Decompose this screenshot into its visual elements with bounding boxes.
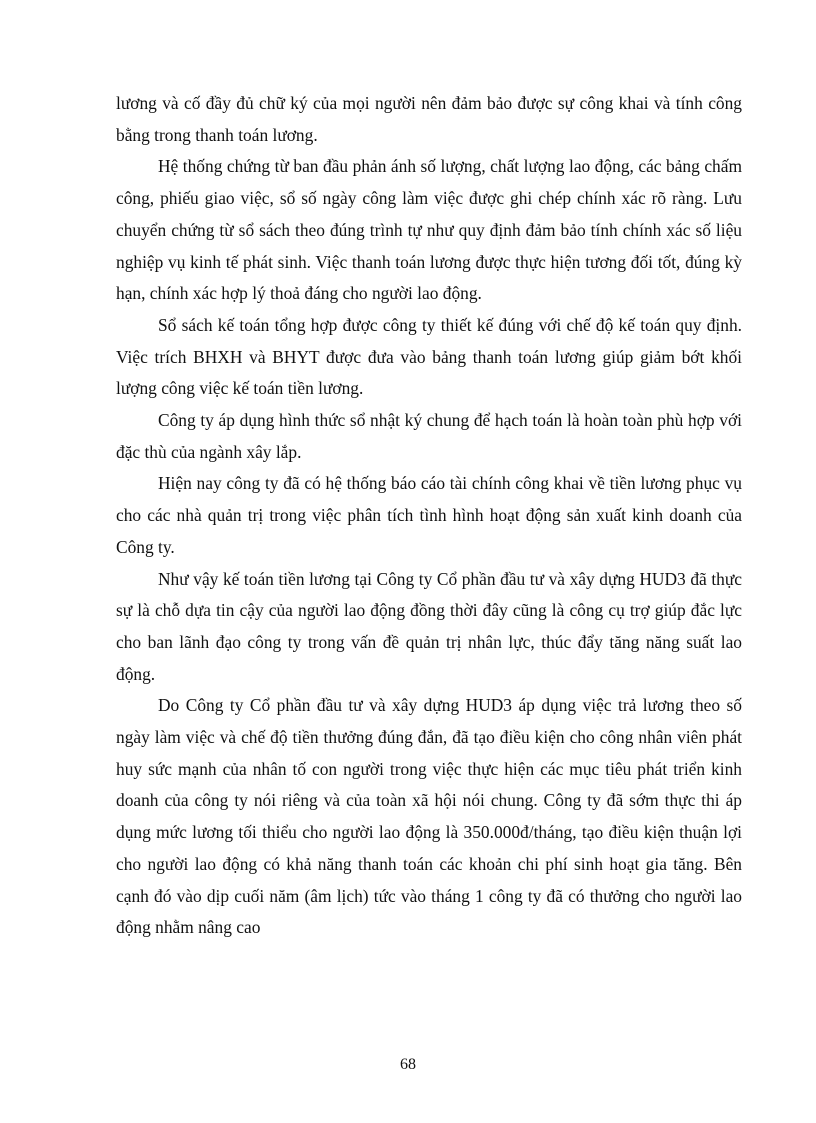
body-text [116,88,742,944]
page-number: 68 [400,1056,416,1073]
paragraph-general-ledger: Sổ sách kế toán tổng hợp được công ty thiết kế đúng với chế độ kế toán quy định. Việc trích BHXH và BHYT được đưa vào bảng thanh toán lương giúp giảm bớt khối lượng công việc kế toán tiền lương. [116,314,742,399]
paragraph-general-journal: Công ty áp dụng hình thức sổ nhật ký chung để hạch toán là hoàn toàn phù hợp với đặc thù của ngành xây lắp. [116,410,742,462]
paragraph-payroll-accounting: Như vậy kế toán tiền lương tại Công ty Cổ phần đầu tư và xây dựng HUD3 đã thực sự là chỗ dựa tin cậy của người lao động đồng thời đây cũng là công cụ trợ giúp đắc lực cho ban lãnh đạo công ty trong vấn đề quản trị nhân lực, thúc đẩy tăng năng suất lao động. [116,568,742,684]
paragraph-salary-policy: Do Công ty Cổ phần đầu tư và xây dựng HUD3 áp dụng việc trả lương theo số ngày làm việc và chế độ tiền thưởng đúng đắn, đã tạo điều kiện cho công nhân viên phát huy sức mạnh của nhân tố con người trong việc thực hiện các mục tiêu phát triển kinh doanh của công ty nói riêng và của toàn xã hội nói chung. Công ty đã sớm thực thi áp dụng mức lương tối thiểu cho người lao động là 350.000đ/tháng, tạo điều kiện thuận lợi cho người lao động có khả năng thanh toán các khoản chi phí sinh hoạt gia tăng. Bên cạnh đó vào dịp cuối năm (âm lịch) tức vào tháng 1 công ty đã có thưởng cho người lao động nhằm nâng cao [116,695,742,938]
paragraph-source-documents: Hệ thống chứng từ ban đầu phản ánh số lượng, chất lượng lao động, các bảng chấm công, phiếu giao việc, sổ số ngày công làm việc được ghi chép chính xác rõ ràng. Lưu chuyển chứng từ sổ sách theo đúng trình tự như quy định đảm bảo tính chính xác số liệu nghiệp vụ kinh tế phát sinh. Việc thanh toán lương được thực hiện tương đối tốt, đúng kỳ hạn, chính xác hợp lý thoả đáng cho người lao động. [116,156,742,304]
paragraph-financial-reports: Hiện nay công ty đã có hệ thống báo cáo tài chính công khai về tiền lương phục vụ cho các nhà quản trị trong việc phân tích tình hình hoạt động sản xuất kinh doanh của Công ty. [116,473,742,557]
paragraph-continuation: lương và cố đầy đủ chữ ký của mọi người nên đảm bảo được sự công khai và tính công bằng trong thanh toán lương. [116,93,742,145]
